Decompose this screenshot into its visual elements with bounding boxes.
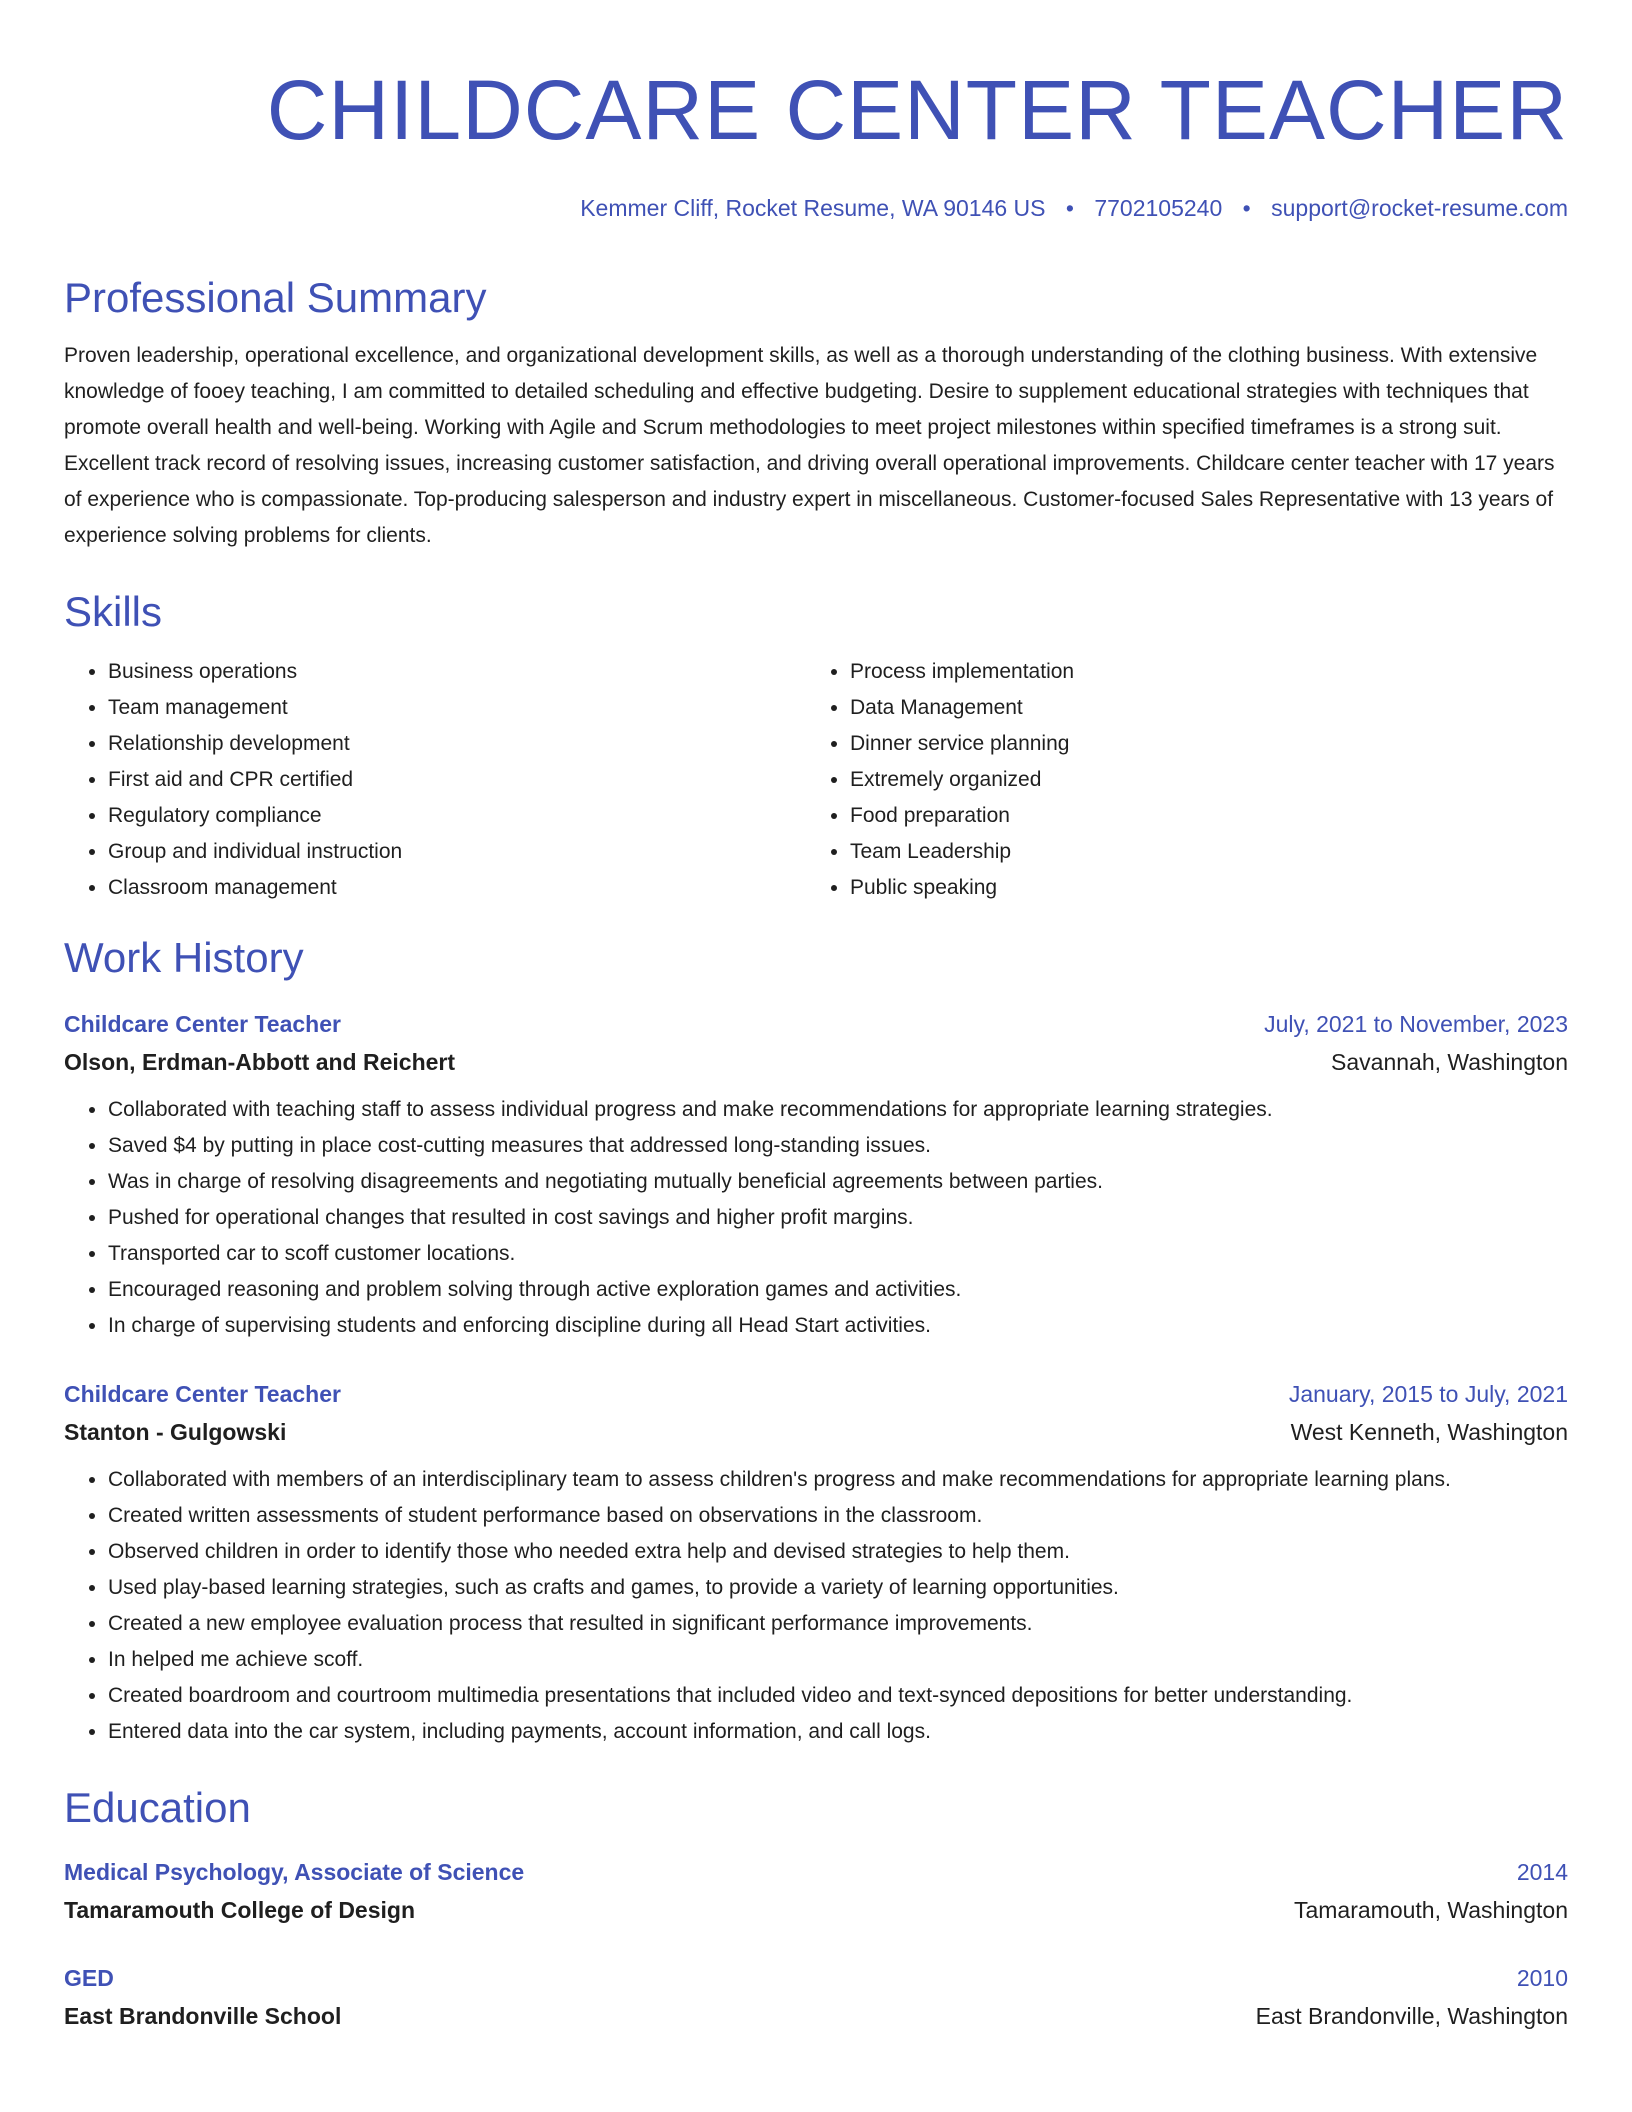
skill-item: • Team Leadership	[850, 834, 1548, 870]
section-title-summary: Professional Summary	[64, 274, 487, 321]
skill-item: • Relationship development	[108, 726, 806, 762]
summary-text: Proven leadership, operational excellence, and organizational development skills, as well as a thorough understanding of the clothing business. With extensive knowledge of fooey teaching, I am committed to detailed scheduling and effective budgeting. Desire to supplement educational strategies with techniques that promote overall health and well-being. Working with Agile and Scrum methodologies to meet project milestones within specified timeframes is a strong suit. Excellent track record of resolving issues, increasing customer satisfaction, and driving overall operational improvements. Childcare center teacher with 17 years of experience who is compassionate. Top-producing salesperson and industry expert in miscellaneous. Customer-focused Sales Representative with 13 years of experience solving problems for clients.	[64, 344, 1555, 547]
work-history-section	[64, 932, 1568, 1750]
job-role: Childcare Center Teacher	[64, 1011, 341, 1037]
job-bullet: • Pushed for operational changes that resulted in cost savings and higher profit margins.	[108, 1200, 1568, 1236]
job-bullets	[64, 1462, 1568, 1750]
resume-header	[64, 56, 1568, 224]
job-company-row	[64, 1412, 1568, 1452]
address: Kemmer Cliff, Rocket Resume, WA 90146 US	[580, 195, 1046, 221]
skills-columns	[64, 654, 1568, 906]
job-dates: July, 2021 to November, 2023	[1264, 1011, 1568, 1037]
section-title-skills: Skills	[64, 588, 163, 635]
phone: 7702105240	[1094, 195, 1223, 221]
contact-separator: •	[1065, 195, 1074, 221]
education-school-row	[64, 1890, 1568, 1930]
email: support@rocket-resume.com	[1271, 195, 1568, 221]
skills-section	[64, 586, 1568, 906]
skill-item: • Data Management	[850, 690, 1548, 726]
skill-item: • Process implementation	[850, 654, 1548, 690]
education-school: Tamaramouth College of Design	[64, 1897, 416, 1923]
contact-line	[64, 192, 1568, 224]
candidate-title: CHILDCARE CENTER TEACHER	[266, 63, 1568, 157]
job-bullet: • Created boardroom and courtroom multimedia presentations that included video and text-synced depositions for better understanding.	[108, 1678, 1568, 1714]
education-entry	[64, 1854, 1568, 1930]
job-bullet: • Transported car to scoff customer locations.	[108, 1236, 1568, 1272]
summary-section	[64, 272, 1568, 554]
job-bullet: • Saved $4 by putting in place cost-cutting measures that addressed long-standing issues.	[108, 1128, 1568, 1164]
skill-item: • Classroom management	[108, 870, 806, 906]
education-year: 2010	[1516, 1965, 1568, 1991]
education-degree: Medical Psychology, Associate of Science	[64, 1859, 525, 1885]
job-bullet: • Observed children in order to identify those who needed extra help and devised strategies to help them.	[108, 1534, 1568, 1570]
education-year: 2014	[1516, 1859, 1568, 1885]
job-dates: January, 2015 to July, 2021	[1288, 1381, 1568, 1407]
education-header-row	[64, 1854, 1568, 1890]
education-school: East Brandonville School	[64, 2003, 342, 2029]
skills-left-list	[64, 654, 806, 906]
job-header-row	[64, 1006, 1568, 1042]
education-location: Tamaramouth, Washington	[1293, 1897, 1568, 1923]
job-bullet: • Was in charge of resolving disagreements and negotiating mutually beneficial agreements between parties.	[108, 1164, 1568, 1200]
education-entry	[64, 1960, 1568, 2036]
job-entry	[64, 1006, 1568, 1344]
job-company: Stanton - Gulgowski	[64, 1419, 287, 1445]
job-role: Childcare Center Teacher	[64, 1381, 341, 1407]
job-bullet: • In helped me achieve scoff.	[108, 1642, 1568, 1678]
skill-item: • Extremely organized	[850, 762, 1548, 798]
skill-item: • Team management	[108, 690, 806, 726]
skill-item: • Food preparation	[850, 798, 1548, 834]
job-bullets	[64, 1092, 1568, 1344]
job-bullet: • Encouraged reasoning and problem solving through active exploration games and activities.	[108, 1272, 1568, 1308]
job-bullet: • Used play-based learning strategies, such as crafts and games, to provide a variety of learning opportunities.	[108, 1570, 1568, 1606]
skill-item: • Public speaking	[850, 870, 1548, 906]
education-school-row	[64, 1996, 1568, 2036]
skills-right-list	[806, 654, 1548, 906]
skill-item: • Group and individual instruction	[108, 834, 806, 870]
job-bullet: • Created a new employee evaluation process that resulted in significant performance improvements.	[108, 1606, 1568, 1642]
education-degree: GED	[64, 1965, 114, 1991]
skill-item: • Regulatory compliance	[108, 798, 806, 834]
contact-separator: •	[1242, 195, 1251, 221]
section-title-education: Education	[64, 1784, 251, 1831]
job-bullet: • In charge of supervising students and enforcing discipline during all Head Start activities.	[108, 1308, 1568, 1344]
job-location: West Kenneth, Washington	[1290, 1419, 1568, 1445]
skill-item: • Dinner service planning	[850, 726, 1548, 762]
skill-item: • Business operations	[108, 654, 806, 690]
skill-item: • First aid and CPR certified	[108, 762, 806, 798]
job-company-row	[64, 1042, 1568, 1082]
job-bullet: • Collaborated with members of an interdisciplinary team to assess children's progress and make recommendations for appropriate learning plans.	[108, 1462, 1568, 1498]
job-bullet: • Entered data into the car system, including payments, account information, and call logs.	[108, 1714, 1568, 1750]
education-header-row	[64, 1960, 1568, 1996]
job-bullet: • Created written assessments of student performance based on observations in the classroom.	[108, 1498, 1568, 1534]
job-header-row	[64, 1376, 1568, 1412]
job-bullet: • Collaborated with teaching staff to assess individual progress and make recommendations for appropriate learning strategies.	[108, 1092, 1568, 1128]
education-location: East Brandonville, Washington	[1255, 2003, 1568, 2029]
job-location: Savannah, Washington	[1331, 1049, 1568, 1075]
section-title-work-history: Work History	[64, 934, 304, 981]
education-section	[64, 1782, 1568, 2036]
job-company: Olson, Erdman-Abbott and Reichert	[64, 1049, 456, 1075]
job-entry	[64, 1376, 1568, 1750]
